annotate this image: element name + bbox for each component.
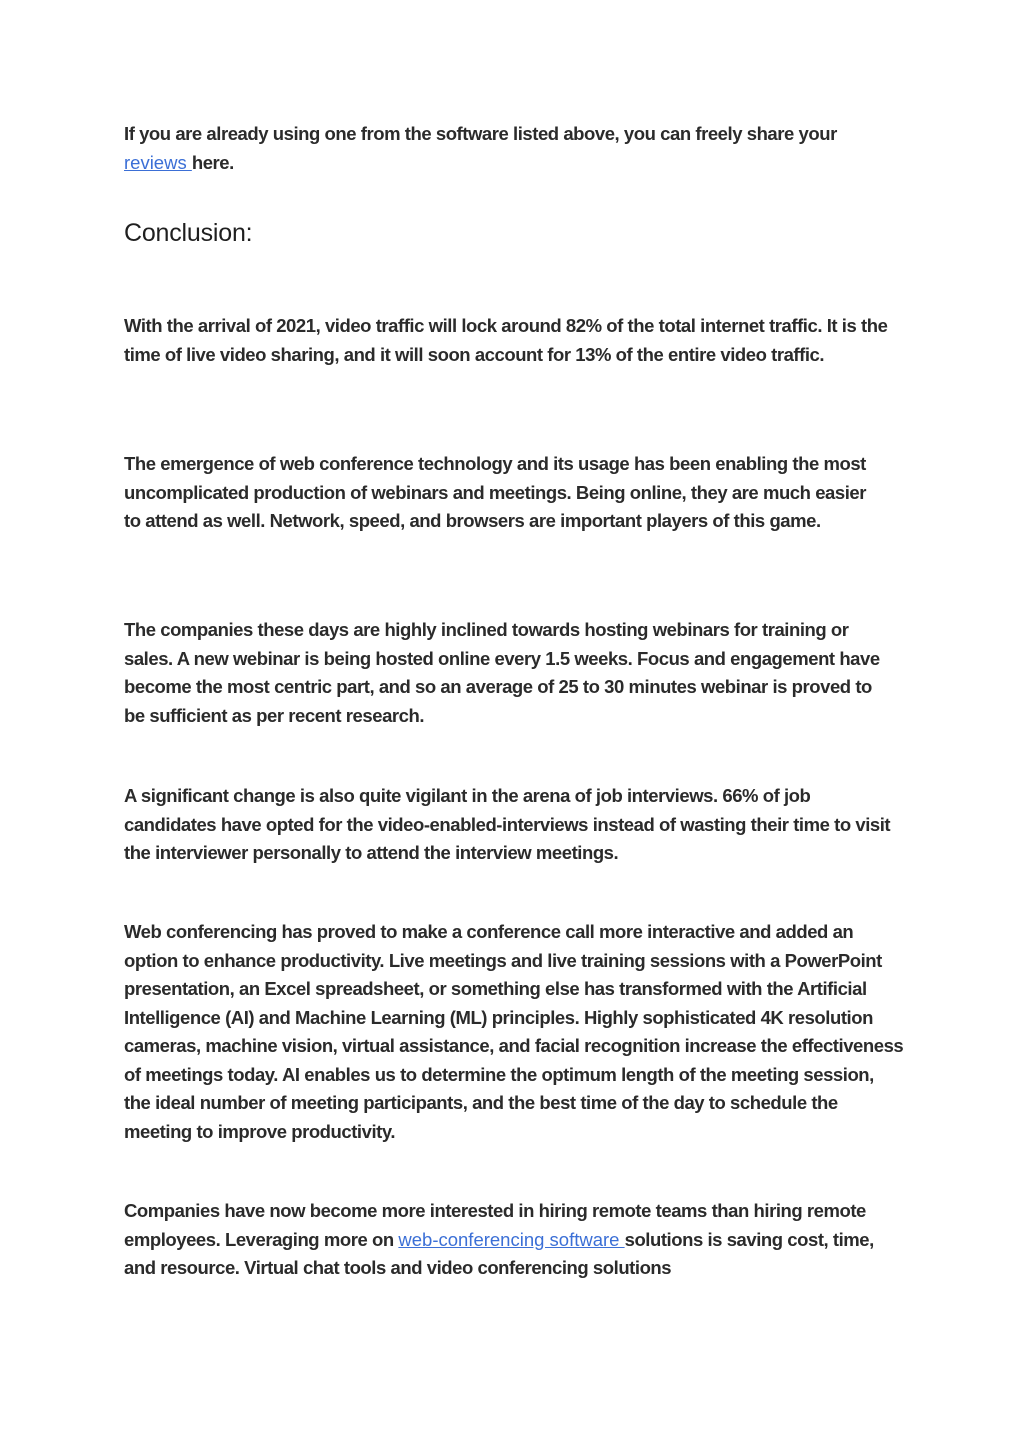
paragraph-web-conferencing-ai: Web conferencing has proved to make a conference call more interactive and added an option to enhance productivity. Live meetings and live training sessions with a PowerPoint presentation, an Excel spreadsheet, or something else has transformed with the Artificial Intelligence (AI) and Machine Learning (ML) principles. Highly sophisticated 4K resolution cameras, machine vision, virtual assistance, and facial recognition increase the effectiveness of meetings today. AI enables us to determine the optimum length of the meeting session, the ideal number of meeting participants, and the best time of the day to schedule the meeting to improve productivity. xyxy=(124,921,904,1142)
reviews-link[interactable]: reviews xyxy=(124,151,192,173)
paragraph-webinars: The companies these days are highly inclined towards hosting webinars for training or sales. A new webinar is being hosted online every 1.5 weeks. Focus and engagement have become the most centric part, and so an average of 25 to 30 minutes webinar is proved to be sufficient as per recent research. xyxy=(124,619,880,726)
final-text-after: solutions is saving cost, time, and resource. Virtual chat tools and video conferencing solutions xyxy=(124,1228,874,1278)
web-conferencing-software-link[interactable]: web-conferencing software xyxy=(398,1228,625,1250)
paragraph-remote-teams xyxy=(124,1197,884,1283)
paragraph-video-traffic: With the arrival of 2021, video traffic will lock around 82% of the total internet traffic. It is the time of live video sharing, and it will soon account for 13% of the entire video traffic. xyxy=(124,315,888,365)
intro-text-after: here. xyxy=(191,151,234,173)
conclusion-heading: Conclusion: xyxy=(124,219,253,247)
intro-text: If you are already using one from the software listed above, you can freely share your xyxy=(124,123,837,144)
paragraph-job-interviews: A significant change is also quite vigilant in the arena of job interviews. 66% of job candidates have opted for the video-enabled-interviews instead of wasting their time to visit the interviewer personally to attend the interview meetings. xyxy=(124,785,891,863)
paragraph-web-conference-technology: The emergence of web conference technology and its usage has been enabling the most uncomplicated production of webinars and meetings. Being online, they are much easier to attend as well. Network, speed, and browsers are important players of this game. xyxy=(124,453,866,531)
intro-paragraph xyxy=(124,120,904,177)
final-text: Companies have now become more interested in hiring remote teams than hiring remote employees. Leveraging more on xyxy=(124,1200,866,1250)
